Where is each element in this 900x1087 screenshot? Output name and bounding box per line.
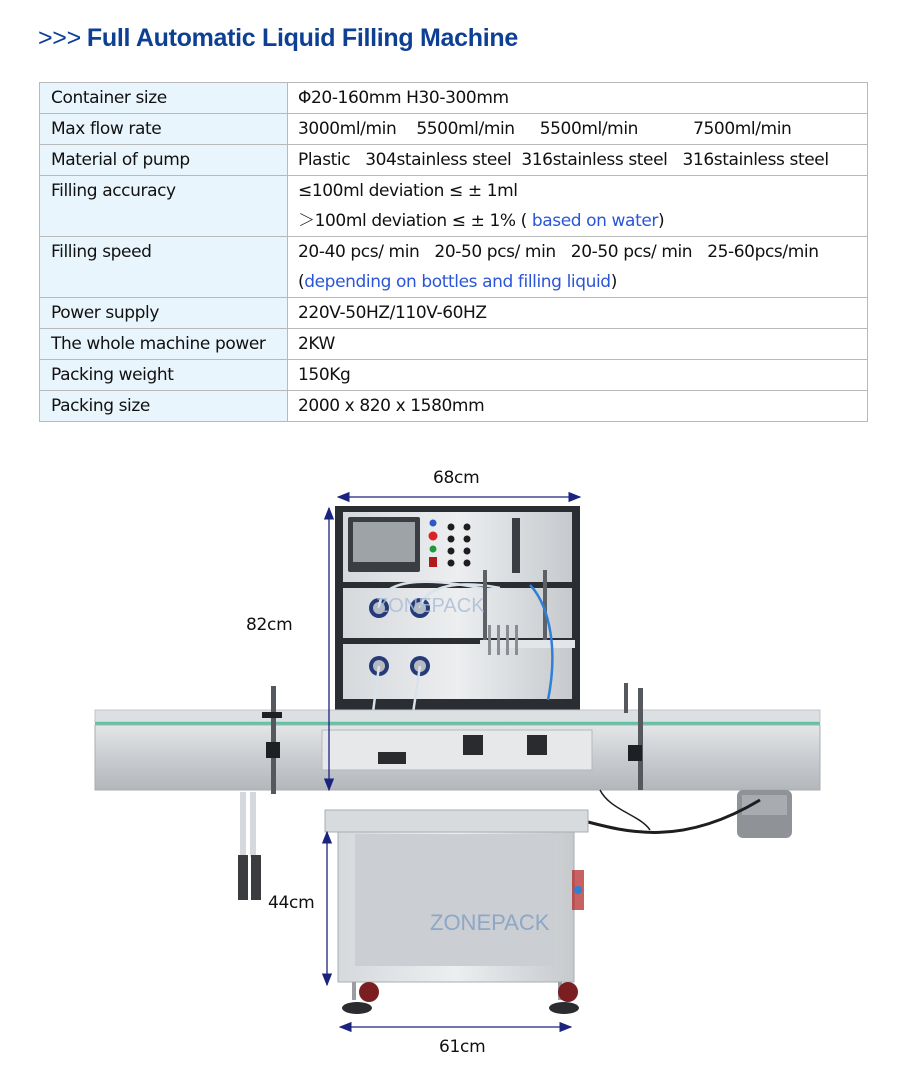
row-value [288,298,868,329]
machine-illustration [0,450,900,1087]
row-value [288,145,868,176]
value-note: based on water [531,211,658,231]
row-label: Packing size [40,391,288,422]
value-note: depending on bottles and filling liquid [304,272,611,292]
cabinet [325,810,588,1014]
value-suffix: ) [658,211,665,231]
table-row [40,329,868,360]
table-row [40,83,868,114]
row-label: Packing weight [40,360,288,391]
table-row [40,176,868,237]
watermark: ZONEPACK [430,910,550,935]
table-row [40,360,868,391]
dimension-upper-height: 82cm [246,615,293,635]
value-text: ＞100ml deviation ≤ ± 1% ( [298,211,532,231]
value-line: 2000 x 820 x 1580mm [298,396,485,416]
row-value [288,360,868,391]
value-line: Plastic 304stainless steel 316stainless steel 316stainless steel [298,150,829,170]
row-label: Filling accuracy [40,176,288,237]
dimension-top-width: 68cm [433,468,480,488]
machine-figure [0,450,900,1087]
row-value [288,114,868,145]
page-title [38,24,518,53]
table-row [40,237,868,298]
value-line [298,206,857,236]
dimension-lower-height: 44cm [268,893,315,913]
table-row [40,391,868,422]
table-row [40,298,868,329]
value-text: ( [298,272,305,292]
table-row [40,145,868,176]
row-value [288,391,868,422]
spec-table [39,82,868,422]
dimension-base-width: 61cm [439,1037,486,1057]
title-text: Full Automatic Liquid Filling Machine [86,24,518,52]
value-line: Φ20-160mm H30-300mm [298,88,509,108]
row-value [288,83,868,114]
control-panel [335,506,580,720]
title-prefix: >>> [38,24,81,52]
table-row [40,114,868,145]
row-value [288,176,868,237]
row-label: Filling speed [40,237,288,298]
row-label: The whole machine power [40,329,288,360]
row-label: Power supply [40,298,288,329]
row-label: Max flow rate [40,114,288,145]
value-line: 3000ml/min 5500ml/min 5500ml/min 7500ml/min [298,119,792,139]
value-line: 2KW [298,334,335,354]
value-line [298,267,857,297]
row-label: Container size [40,83,288,114]
value-line: ≤100ml deviation ≤ ± 1ml [298,181,518,201]
value-suffix: ) [610,272,617,292]
value-line: 150Kg [298,365,351,385]
value-line: 20-40 pcs/ min 20-50 pcs/ min 20-50 pcs/ min 25-60pcs/min [298,242,819,262]
row-value [288,329,868,360]
value-line: 220V-50HZ/110V-60HZ [298,303,487,323]
watermark: ZONEPACK [376,595,485,617]
row-value [288,237,868,298]
row-label: Material of pump [40,145,288,176]
